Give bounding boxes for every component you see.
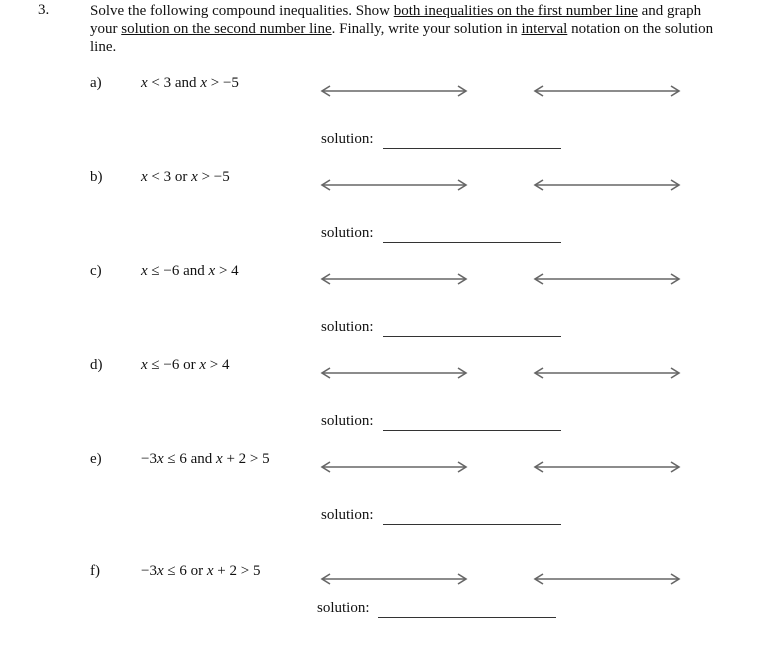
number-line-solution[interactable] (533, 178, 681, 192)
inequality-part: ≤ 6 (163, 451, 191, 467)
connector: and (190, 451, 213, 467)
connector: or (190, 563, 204, 579)
solution-label: solution: (321, 131, 374, 147)
problem-label: d) (90, 357, 103, 373)
variable: x (200, 75, 207, 91)
variable: x (141, 169, 148, 185)
problem-label: f) (90, 563, 100, 579)
inequality-part: > −5 (206, 75, 239, 91)
compound-inequality (141, 563, 260, 580)
variable: x (191, 169, 198, 185)
number-line-solution[interactable] (533, 460, 681, 474)
compound-inequality (141, 169, 230, 186)
number-line-solution[interactable] (533, 272, 681, 286)
problem-label: b) (90, 169, 103, 185)
problem-a (0, 75, 769, 169)
inequality-part: > 4 (206, 357, 230, 373)
solution-answer-line[interactable] (383, 148, 561, 149)
number-line-solution[interactable] (533, 366, 681, 380)
coefficient: −3 (141, 563, 157, 579)
number-line-inequalities[interactable] (320, 572, 468, 586)
variable: x (216, 451, 223, 467)
problem-b (0, 169, 769, 263)
inequality-part: + 2 > 5 (222, 451, 270, 467)
variable: x (156, 451, 164, 467)
number-line-inequalities[interactable] (320, 366, 468, 380)
instructions-underlined-text: both inequalities on the first number line (393, 3, 638, 19)
problem-f (0, 563, 769, 657)
problem-d (0, 357, 769, 451)
solution-label: solution: (321, 507, 374, 523)
compound-inequality (141, 75, 239, 92)
solution-answer-line[interactable] (378, 617, 556, 618)
question-number: 3. (38, 2, 50, 18)
variable: x (199, 357, 207, 373)
connector: or (183, 357, 196, 373)
solution-label: solution: (317, 600, 370, 616)
instructions (90, 2, 730, 56)
instructions-text: notation on the solution line. (90, 21, 714, 55)
connector: or (174, 169, 188, 185)
instructions-text: . Finally, write your solution in (331, 21, 522, 37)
number-line-solution[interactable] (533, 572, 681, 586)
solution-answer-line[interactable] (383, 524, 561, 525)
number-line-inequalities[interactable] (320, 84, 468, 98)
instructions-text: Solve the following compound inequalities. Show (90, 3, 394, 19)
number-line-inequalities[interactable] (320, 178, 468, 192)
number-line-solution[interactable] (533, 84, 681, 98)
solution-label: solution: (321, 319, 374, 335)
variable: x (206, 563, 214, 579)
inequality-part: > −5 (197, 169, 230, 185)
variable: x (141, 75, 148, 91)
instructions-underlined-text: solution on the second number line (121, 21, 332, 37)
variable: x (141, 357, 148, 373)
coefficient: −3 (141, 451, 157, 467)
inequality-part: ≤ −6 (147, 263, 184, 279)
number-line-inequalities[interactable] (320, 272, 468, 286)
compound-inequality (141, 357, 230, 374)
solution-label: solution: (321, 413, 374, 429)
inequality-part: < 3 (147, 169, 175, 185)
solution-answer-line[interactable] (383, 430, 561, 431)
solution-answer-line[interactable] (383, 336, 561, 337)
problem-e (0, 451, 769, 545)
instructions-text: and graph your (90, 3, 702, 37)
compound-inequality (141, 263, 239, 280)
inequality-part: + 2 > 5 (213, 563, 261, 579)
instructions-underlined-text: interval (521, 21, 568, 37)
problem-c (0, 263, 769, 357)
solution-answer-line[interactable] (383, 242, 561, 243)
inequality-part: < 3 (147, 75, 175, 91)
connector: and (183, 263, 205, 279)
problem-label: a) (90, 75, 102, 91)
connector: and (174, 75, 197, 91)
problem-label: c) (90, 263, 102, 279)
variable: x (208, 263, 216, 279)
compound-inequality (141, 451, 270, 468)
number-line-inequalities[interactable] (320, 460, 468, 474)
inequality-part: ≤ −6 (147, 357, 184, 373)
problem-label: e) (90, 451, 102, 467)
inequality-part: > 4 (215, 263, 239, 279)
variable: x (141, 263, 148, 279)
variable: x (156, 563, 164, 579)
solution-label: solution: (321, 225, 374, 241)
inequality-part: ≤ 6 (163, 563, 191, 579)
